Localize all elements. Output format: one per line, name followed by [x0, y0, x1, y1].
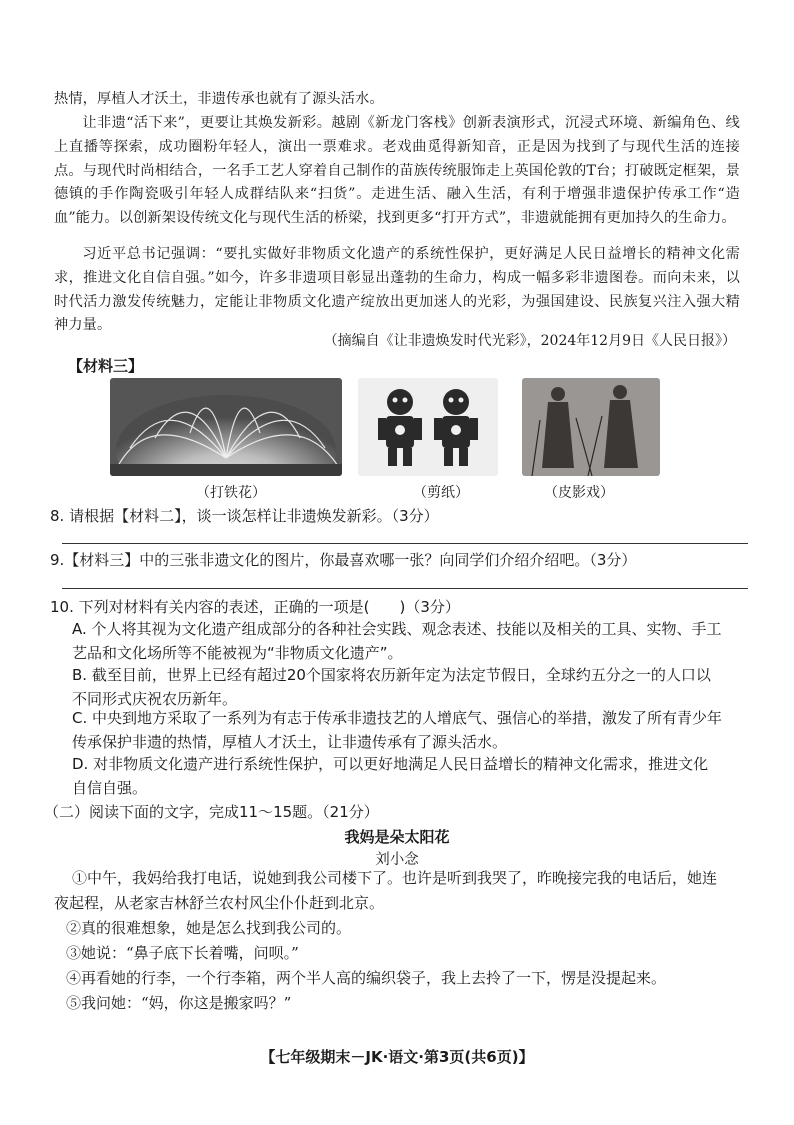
- story-author: 刘小念: [375, 852, 419, 868]
- shadow-puppet-photo: [522, 378, 660, 476]
- material3-label: 【材料三】: [68, 357, 144, 375]
- story-paragraph-4: ④再看她的行李，一个行李箱，两个半人高的编织袋子，我上去拎了一下，愣是没提起来。: [66, 969, 667, 987]
- story-paragraph-3: ③她说：“鼻子底下长着嘴，问呗。”: [66, 944, 299, 962]
- option-a[interactable]: A. 个人将其视为文化遗产组成部分的各种社会实践、观念表述、技能以及相关的工具、实物、手工艺品和文化场所等不能被视为“非物质文化遗产”。: [72, 620, 722, 662]
- caption-paper-cut: （剪纸）: [413, 485, 469, 501]
- iron-flower-illustration: [110, 378, 342, 476]
- section2-heading: （二）阅读下面的文字，完成11～15题。（21分）: [44, 803, 379, 821]
- story-paragraph-2: ②真的很难想象，她是怎么找到我公司的。: [66, 919, 352, 937]
- shadow-puppet-illustration: [522, 378, 660, 476]
- page-footer: 【七年级期末－JK·语文·第3页(共6页)】: [260, 1048, 534, 1066]
- passage-paragraph-1: 热情，厚植人才沃土，非遗传承也就有了源头活水。: [54, 91, 384, 107]
- question-9: 9.【材料三】中的三张非遗文化的图片，你最喜欢哪一张？向同学们介绍介绍吧。（3分）: [50, 551, 637, 569]
- paper-cut-illustration: [358, 378, 498, 476]
- passage-source: （摘编自《让非遗焕发时代光彩》，2024年12月9日《人民日报》）: [323, 333, 736, 349]
- story-paragraph-5: ⑤我问她：“妈，你这是搬家吗？”: [66, 994, 292, 1012]
- question-8: 8. 请根据【材料二】，谈一谈怎样让非遗焕发新彩。（3分）: [50, 507, 439, 525]
- option-c[interactable]: C. 中央到地方采取了一系列为有志于传承非遗技艺的人增底气、强信心的举措，激发了所有青少年传承保护非遗的热情，厚植人才沃土，让非遗传承有了源头活水。: [72, 709, 723, 751]
- option-d[interactable]: D. 对非物质文化遗产进行系统性保护，可以更好地满足人民日益增长的精神文化需求，推进文化自信自强。: [72, 755, 709, 797]
- answer-line-q9[interactable]: [62, 588, 748, 589]
- story-paragraph-1: ①中午，我妈给我打电话，说她到我公司楼下了。也许是听到我哭了，昨晚接完我的电话后，她连夜起程，从老家吉林舒兰农村风尘仆仆赶到北京。: [54, 869, 718, 912]
- paper-cut-photo: [358, 378, 498, 476]
- story-title: 我妈是朵太阳花: [344, 828, 450, 846]
- passage-paragraph-2: 让非遗“活下来”，更要让其焕发新彩。越剧《新龙门客栈》创新表演形式，沉浸式环境、新编角色、线上直播等探索，成功圈粉年轻人，演出一票难求。老戏曲觅得新知音，正是因为找到了与现代生活的连接点。与现代时尚相结合，一名手工艺人穿着自己制作的苗族传统服饰走上英国伦敦的T台；打破既定框架，景德镇的手作陶瓷吸引年轻人成群结队来“扫货”。走进生活、融入生活，有利于增强非遗保护传承工作“造血”能力。以创新架设传统文化与现代生活的桥梁，找到更多“打开方式”，非遗就能拥有更加持久的生命力。: [54, 115, 740, 227]
- caption-iron-flower: （打铁花）: [196, 485, 266, 501]
- question-10: 10. 下列对材料有关内容的表述，正确的一项是( )（3分）: [50, 598, 460, 616]
- option-b[interactable]: B. 截至目前，世界上已经有超过20个国家将农历新年定为法定节假日，全球约五分之一的人口以不同形式庆祝农历新年。: [72, 666, 711, 708]
- caption-shadow-puppet: （皮影戏）: [544, 485, 614, 501]
- answer-line-q8[interactable]: [62, 543, 748, 544]
- iron-flower-photo: [110, 378, 342, 476]
- passage-paragraph-3: 习近平总书记强调：“要扎实做好非物质文化遗产的系统性保护，更好满足人民日益增长的精神文化需求，推进文化自信自强。”如今，许多非遗项目彰显出蓬勃的生命力，构成一幅多彩非遗图卷。而向未来，以时代活力激发传统魅力，定能让非物质文化遗产绽放出更加迷人的光彩，为强国建设、民族复兴注入强大精神力量。: [54, 246, 740, 334]
